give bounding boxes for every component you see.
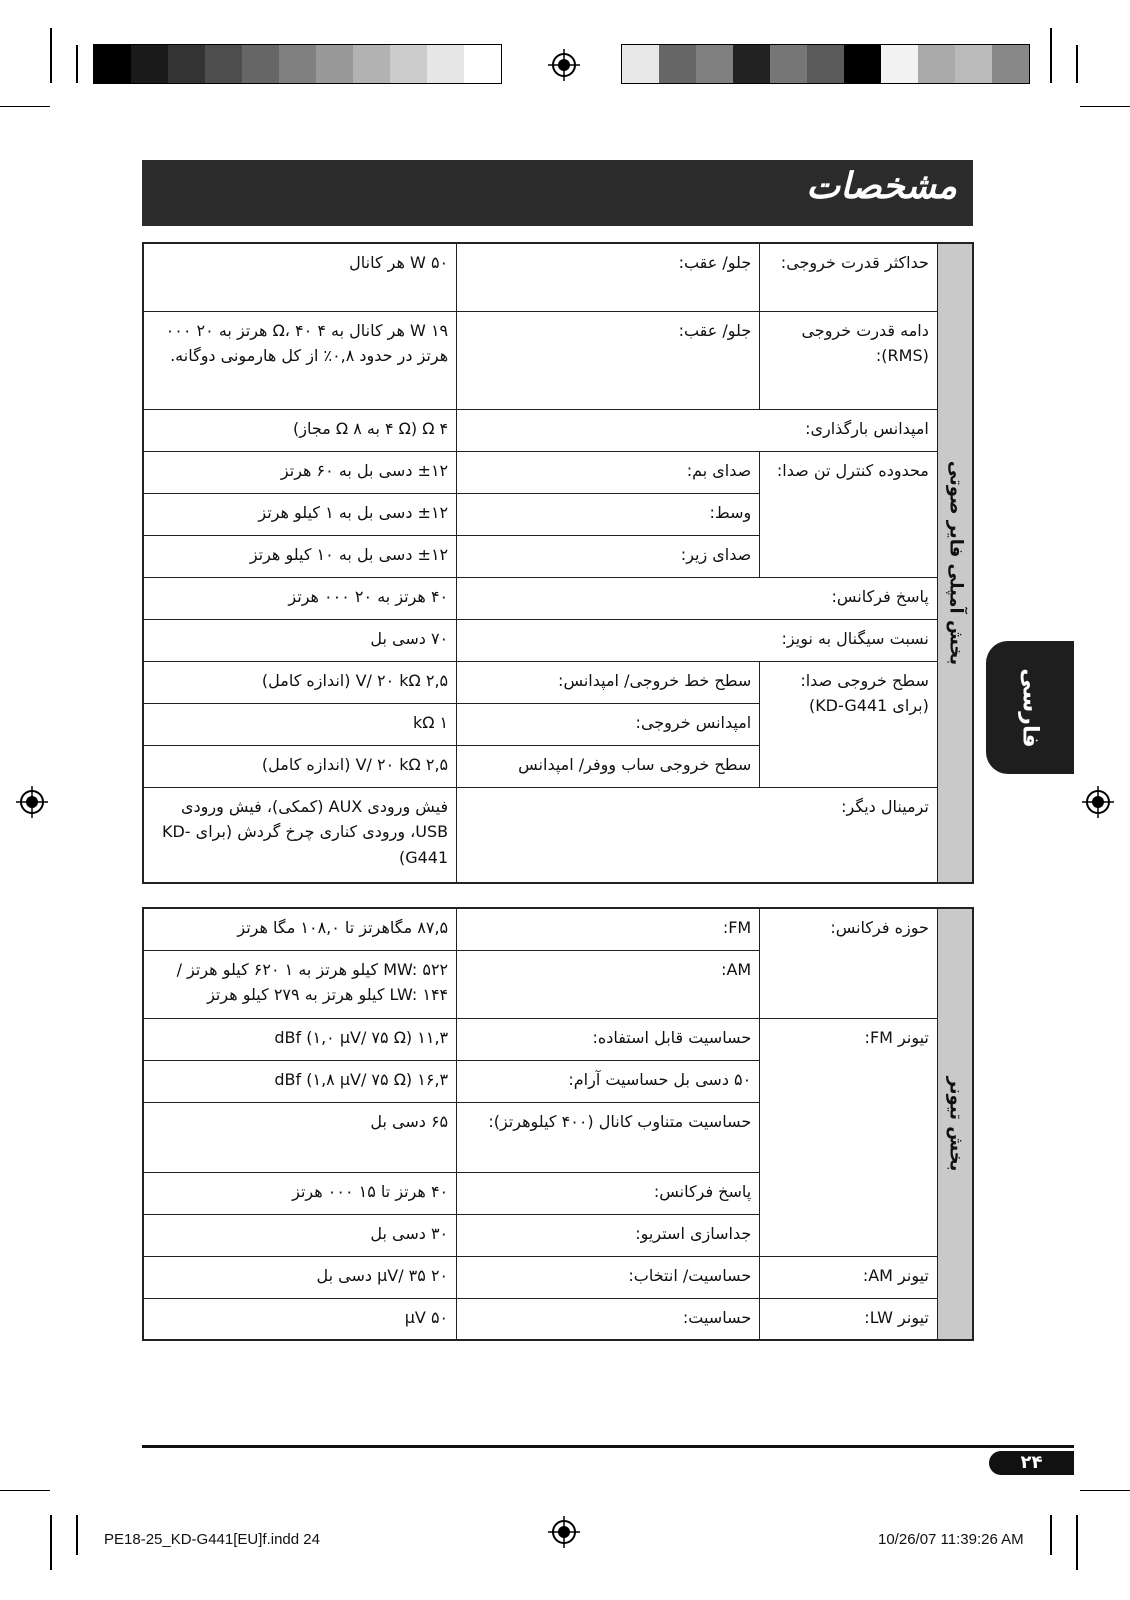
spec-sublabel: صدای زیر:	[457, 535, 760, 577]
crop-mark	[1050, 1515, 1052, 1555]
spec-value: ۱ kΩ	[143, 703, 457, 745]
spec-sublabel: پاسخ فرکانس:	[457, 1172, 760, 1214]
color-bar	[621, 44, 1030, 84]
spec-value: ۷۰ دسی بل	[143, 619, 457, 661]
spec-value: ۴۰ هرتز تا ۱۵ ۰۰۰ هرتز	[143, 1172, 457, 1214]
spec-label: حداکثر قدرت خروجی:	[760, 243, 938, 311]
spec-sublabel: جداسازی استریو:	[457, 1214, 760, 1256]
spec-sublabel: حساسیت/ انتخاب:	[457, 1256, 760, 1298]
file-name: PE18-25_KD-G441[EU]f.indd 24	[104, 1531, 320, 1548]
crop-mark	[76, 45, 78, 83]
footer-rule	[142, 1445, 1074, 1448]
spec-value: ۲,۵ V/ ۲۰ kΩ (اندازه کامل)	[143, 661, 457, 703]
language-tab-label: فارسی	[1017, 667, 1043, 748]
tuner-spec-table	[142, 907, 974, 1341]
spec-value: ۱۹ W هر کانال به ۴ Ω، ۴۰ هرتز به ۲۰ ۰۰۰ هرتز در حدود ۰,۸٪ از کل هارمونی دوگانه.	[143, 311, 457, 409]
spec-value: ۸۷,۵ مگاهرتز تا ۱۰۸,۰ مگا هرتز	[143, 908, 457, 950]
crop-mark	[1080, 106, 1130, 107]
spec-label: نسبت سیگنال به نویز:	[457, 619, 938, 661]
spec-value: ۵۰ μV	[143, 1298, 457, 1340]
spec-sublabel: جلو/ عقب:	[457, 311, 760, 409]
spec-value: ۱۱,۳ dBf (۱,۰ μV/ ۷۵ Ω)	[143, 1018, 457, 1060]
spec-sublabel: FM:	[457, 908, 760, 950]
section-label: بخش آمپلی فایر صوتی	[945, 460, 967, 666]
registration-mark-icon	[1082, 786, 1114, 818]
spec-value: فیش ورودی AUX (کمکی)، فیش ورودی USB، ورودی کنارى چرخ گردش (برای KD-G441)	[143, 787, 457, 883]
spec-value: ±۱۲ دسی بل به ۱۰ کیلو هرتز	[143, 535, 457, 577]
spec-label: محدوده کنترل تن صدا:	[760, 451, 938, 577]
spec-value: ۲۰ μV/ ۳۵ دسی بل	[143, 1256, 457, 1298]
spec-value: ۵۰ W هر کانال	[143, 243, 457, 311]
spec-label: تیونر AM:	[760, 1256, 938, 1298]
spec-value: ۴۰ هرتز به ۲۰ ۰۰۰ هرتز	[143, 577, 457, 619]
crop-mark	[0, 1490, 50, 1491]
section-label: بخش تیونر	[945, 1076, 967, 1172]
crop-mark	[50, 28, 52, 83]
spec-label: دامه قدرت خروجی (RMS):	[760, 311, 938, 409]
crop-mark	[1076, 45, 1078, 83]
spec-sublabel: حساسیت متناوب کانال (۴۰۰ کیلوهرتز):	[457, 1102, 760, 1172]
print-date: 10/26/07 11:39:26 AM	[878, 1531, 1024, 1548]
spec-sublabel: AM:	[457, 950, 760, 1018]
spec-sublabel: حساسیت قابل استفاده:	[457, 1018, 760, 1060]
registration-mark-icon	[548, 1516, 580, 1548]
spec-sublabel: ۵۰ دسی بل حساسیت آرام:	[457, 1060, 760, 1102]
crop-mark	[50, 1515, 52, 1570]
spec-value: ۶۵ دسی بل	[143, 1102, 457, 1172]
section-label-cell	[937, 243, 973, 883]
spec-label: امپدانس بارگذاری:	[457, 409, 938, 451]
crop-mark	[76, 1515, 78, 1555]
registration-mark-icon	[16, 786, 48, 818]
page-header	[142, 160, 973, 226]
spec-label: سطح خروجی صدا: (برای KD-G441)	[760, 661, 938, 787]
crop-mark	[0, 106, 50, 107]
crop-mark	[1076, 1515, 1078, 1570]
spec-sublabel: سطح خروجی ساب ووفر/ امپدانس	[457, 745, 760, 787]
spec-label: حوزه فرکانس:	[760, 908, 938, 1018]
spec-sublabel: صدای بم:	[457, 451, 760, 493]
spec-value: ۳۰ دسی بل	[143, 1214, 457, 1256]
spec-sublabel: سطح خط خروجی/ امپدانس:	[457, 661, 760, 703]
language-tab	[986, 641, 1074, 774]
spec-value: ±۱۲ دسی بل به ۱ کیلو هرتز	[143, 493, 457, 535]
amplifier-spec-table	[142, 242, 974, 884]
spec-value: MW: ۵۲۲ کیلو هرتز به ۱ ۶۲۰ کیلو هرتز / LW: ۱۴۴ کیلو هرتز به ۲۷۹ کیلو هرتز	[143, 950, 457, 1018]
spec-value: ۲,۵ V/ ۲۰ kΩ (اندازه کامل)	[143, 745, 457, 787]
page-title: مشخصات	[806, 166, 957, 207]
registration-mark-icon	[548, 49, 580, 81]
page-number: ۲۴	[989, 1451, 1074, 1475]
spec-value: ۴ Ω (۴ Ω به ۸ Ω مجاز)	[143, 409, 457, 451]
spec-label: تیونر LW:	[760, 1298, 938, 1340]
grayscale-bar	[93, 44, 502, 84]
spec-sublabel: امپدانس خروجی:	[457, 703, 760, 745]
spec-value: ۱۶,۳ dBf (۱,۸ μV/ ۷۵ Ω)	[143, 1060, 457, 1102]
crop-mark	[1080, 1490, 1130, 1491]
spec-label: پاسخ فرکانس:	[457, 577, 938, 619]
spec-sublabel: جلو/ عقب:	[457, 243, 760, 311]
spec-label: تیونر FM:	[760, 1018, 938, 1256]
section-label-cell	[937, 908, 973, 1340]
crop-mark	[1050, 28, 1052, 83]
spec-sublabel: وسط:	[457, 493, 760, 535]
spec-label: ترمینال دیگر:	[457, 787, 938, 883]
spec-value: ±۱۲ دسی بل به ۶۰ هرتز	[143, 451, 457, 493]
spec-sublabel: حساسیت:	[457, 1298, 760, 1340]
